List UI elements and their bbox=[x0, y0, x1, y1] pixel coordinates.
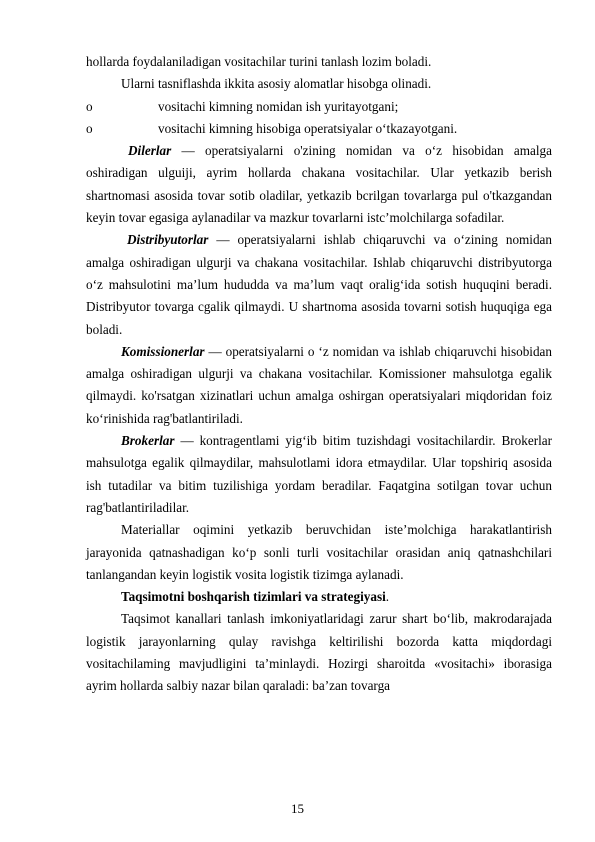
page-number: 15 bbox=[291, 801, 304, 816]
text-column bbox=[86, 51, 552, 698]
list-item bbox=[86, 96, 552, 118]
term-komissionerlar: Komissionerlar bbox=[121, 343, 205, 359]
definition-dilerlar: — operatsiyalarni o'zining nomidan va o‘z hisobidan amalga oshiradigan ulguiji, ayrim hollarda chakana vositachilar. Ular yetkazib berish shartnomasi asosida tovar sotib oladilar, yetkazib bcrilgan tovarlarga pul o'tkazgandan keyin tovar egasiga aylanadilar va mazkur tovarlarni istc’molchilarga sofadilar. bbox=[86, 143, 552, 226]
paragraph-komissionerlar bbox=[86, 341, 552, 430]
section-heading-suffix: . bbox=[385, 589, 390, 605]
list-item-text: vositachi kimning nomidan ish yuritayotgani; bbox=[158, 98, 399, 114]
definition-brokerlar: — kontragentlami yig‘ib bitim tuzishdagi vositachilardir. Brokerlar mahsulotga egalik qilmaydilar, mahsulotlami idora etmaydilar. Ular topshiriq asosida ish tutadilar va bitim tuzilishiga yordam beradilar. Faqatgina sotilgan tovar uchun rag'batlantiriladilar. bbox=[86, 433, 552, 515]
paragraph-classify: Ularni tasniflashda ikkita asosiy alomatlar hisobga olinadi. bbox=[121, 76, 432, 92]
list-item bbox=[86, 118, 552, 140]
term-dilerlar: Dilerlar bbox=[128, 143, 172, 159]
paragraph-brokerlar bbox=[86, 430, 552, 519]
section-heading bbox=[86, 586, 552, 608]
definition-komissionerlar: — operatsiyalarni o ‘z nomidan va ishlab chiqaruvchi hisobidan amalga oshiradigan ulgurji va chakana vositachilar. Komissioner mahsulotga egalik qilmaydi. ko'rsatgan xizinatlari uchun amalga oshirgan operatsiyalari miqdoridan foiz ko‘rinishida rag'batlantiriladi. bbox=[86, 343, 552, 426]
paragraph-materials: Materiallar oqimini yetkazib beruvchidan iste’molchiga harakatlantirish jarayonida qatnashadigan ko‘p sonli turli vositachilar orasidan aniq qatnashchilari tanlangandan keyin logistik vosita logistik tizimga aylanadi. bbox=[86, 522, 552, 582]
section-heading-text: Taqsimotni boshqarish tizimlari va strategiyasi bbox=[121, 589, 386, 605]
bullet-mark: o bbox=[86, 120, 93, 136]
paragraph-distributorlar bbox=[86, 229, 552, 340]
definition-distributorlar: — operatsiyalarni ishlab chiqaruvchi va o‘zining nomidan amalga oshiradigan ulgurji va chakana vositachilar. Ishlab chiqaruvchi distribyutorga o‘z mahsulotini ma’lum hududda va ma’lum vaqt oralig‘ida sotish huquqini beradi. Distribyutor tovarga cgalik qilmaydi. U shartnoma asosida tovarni sotish huquqiga ega boladi. bbox=[86, 232, 552, 337]
bullet-mark: o bbox=[86, 98, 93, 114]
list-item-text: vositachi kimning hisobiga operatsiyalar o‘tkazayotgani. bbox=[158, 120, 458, 136]
term-brokerlar: Brokerlar bbox=[121, 433, 175, 449]
paragraph-taqsimot: Taqsimot kanallari tanlash imkoniyatlaridagi zarur shart bo‘lib, makrodarajada logistik jarayonlarning qulay ravishga keltirilishi bozorda katta miqdordagi vositachilaming mavjudligini ta’minlaydi. Hozirgi sharoitda «vositachi» iborasiga ayrim hollarda salbiy nazar bilan qaraladi: ba’zan tovarga bbox=[86, 611, 552, 694]
paragraph-intro: hollarda foydalaniladigan vositachilar turini tanlash lozim boladi. bbox=[86, 54, 432, 69]
paragraph-dilerlar bbox=[86, 140, 552, 229]
term-distributorlar: Distribyutorlar bbox=[127, 232, 209, 248]
